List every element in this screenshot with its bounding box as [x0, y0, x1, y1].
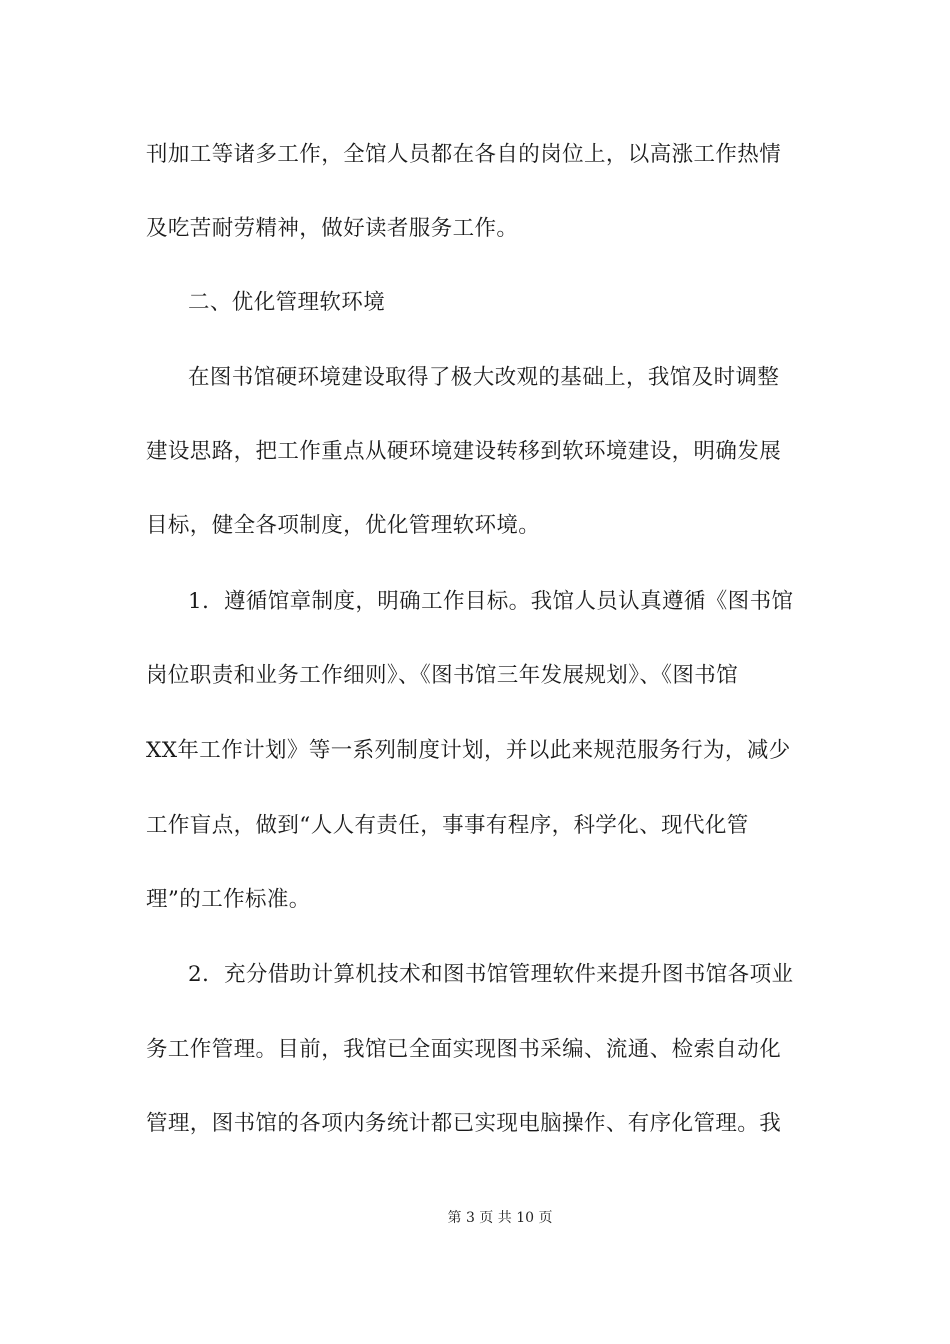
paragraph-line-3: 在图书馆硬环境建设取得了极大改观的基础上，我馆及时调整: [188, 365, 780, 390]
paragraph-line-1: 刊加工等诸多工作，全馆人员都在各自的岗位上，以高涨工作热情: [146, 142, 782, 167]
page-footer: 第 3 页 共 10 页: [447, 1210, 553, 1226]
list-item-1-line-3: XX年工作计划》等一系列制度计划，并以此来规范服务行为，减少: [146, 738, 791, 763]
list-item-1-line-1: 1．遵循馆章制度，明确工作目标。我馆人员认真遵循《图书馆: [188, 589, 794, 614]
paragraph-line-4: 建设思路，把工作重点从硬环境建设转移到软环境建设，明确发展: [146, 439, 782, 464]
list-item-1-line-5: 理”的工作标准。: [146, 887, 311, 912]
section-heading: 二、优化管理软环境: [188, 290, 386, 315]
list-item-2-line-3: 管理，图书馆的各项内务统计都已实现电脑操作、有序化管理。我: [146, 1111, 782, 1136]
list-item-2-line-2: 务工作管理。目前，我馆已全面实现图书采编、流通、检索自动化: [146, 1037, 782, 1062]
list-item-1-line-4: 工作盲点，做到“人人有责任，事事有程序，科学化、现代化管: [146, 813, 749, 838]
list-item-2-line-1: 2．充分借助计算机技术和图书馆管理软件来提升图书馆各项业: [188, 962, 794, 987]
paragraph-line-5: 目标，健全各项制度，优化管理软环境。: [146, 513, 541, 538]
paragraph-line-2: 及吃苦耐劳精神，做好读者服务工作。: [146, 216, 519, 241]
list-item-1-line-2: 岗位职责和业务工作细则》、《图书馆三年发展规划》、《图书馆: [146, 663, 739, 688]
